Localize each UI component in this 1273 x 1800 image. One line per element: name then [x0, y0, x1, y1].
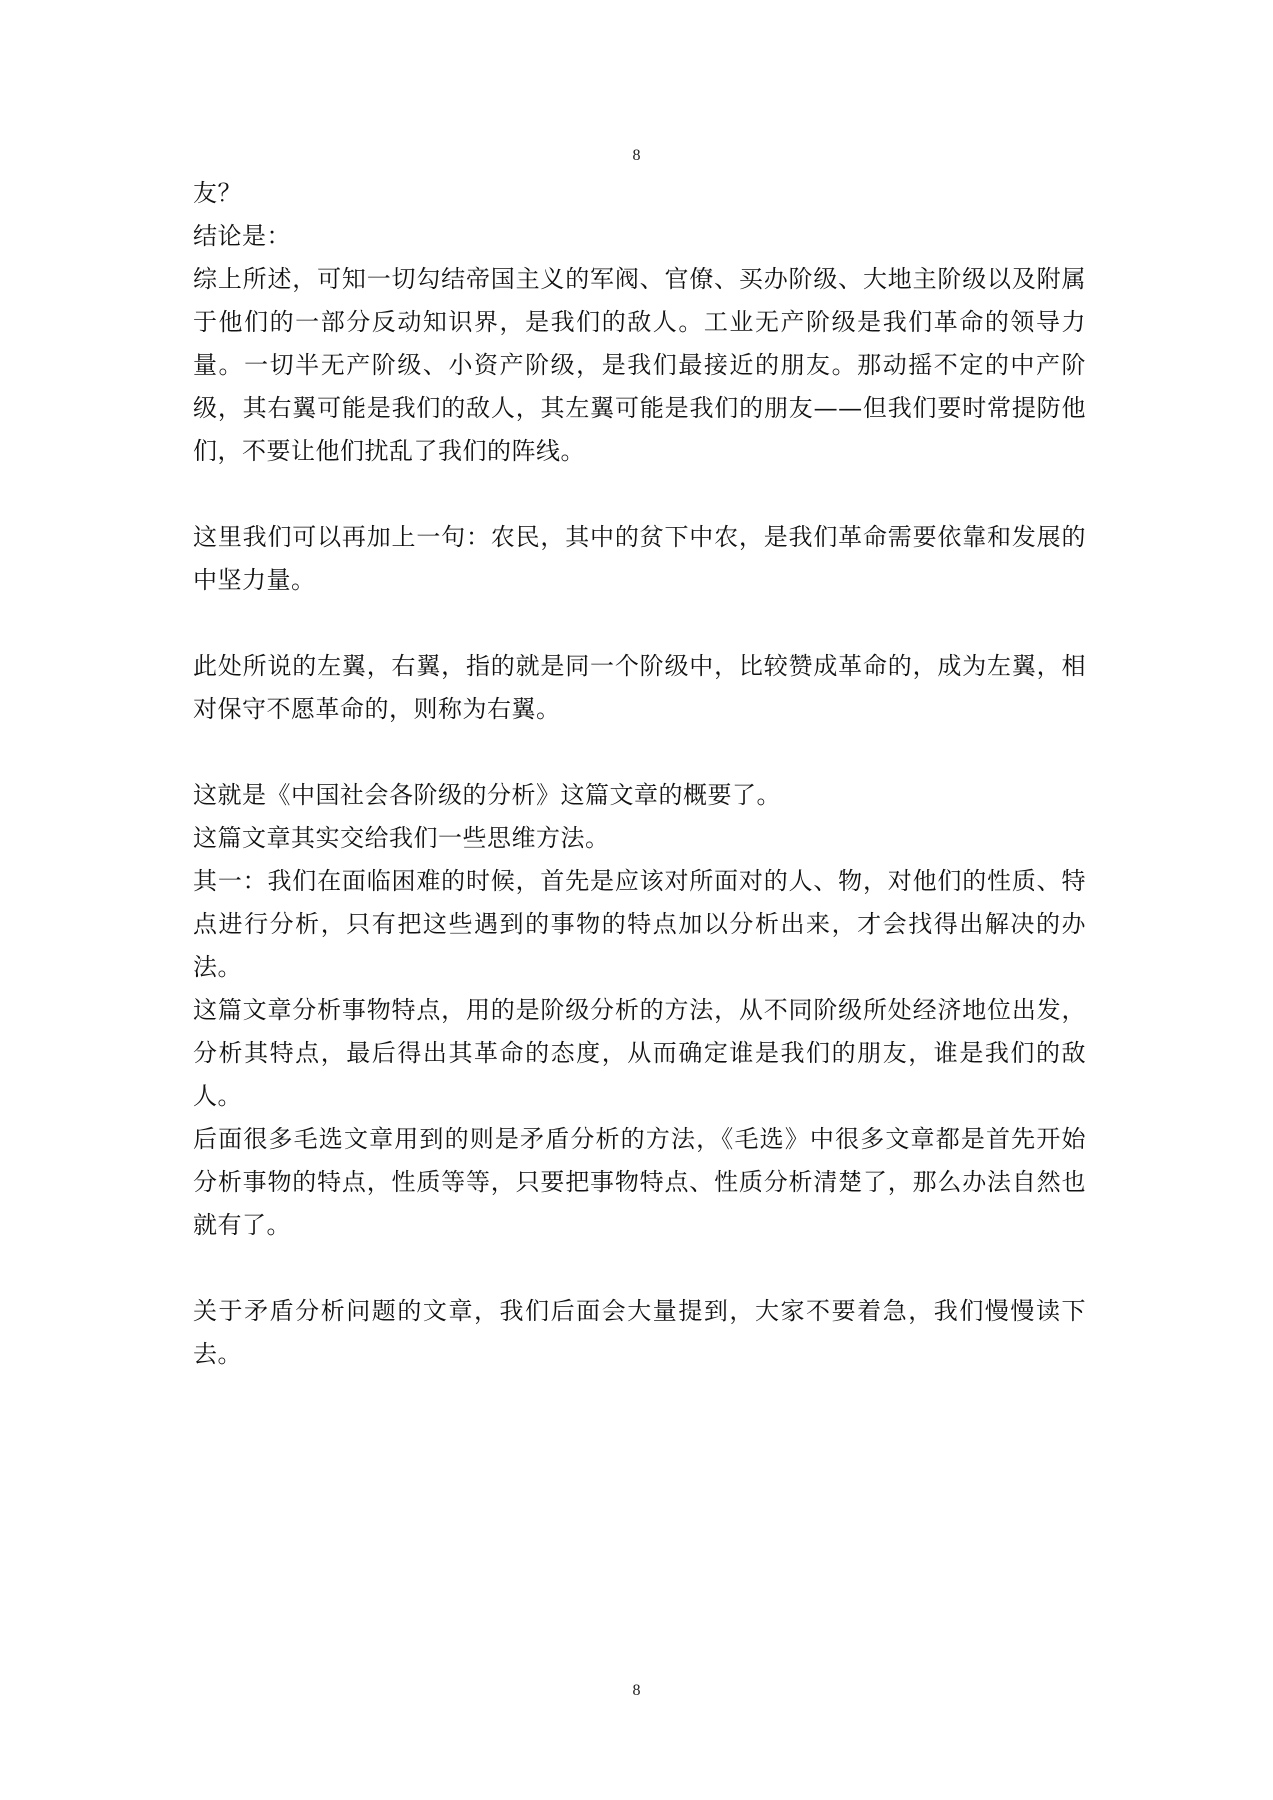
paragraph: 这就是《中国社会各阶级的分析》这篇文章的概要了。 [193, 781, 781, 809]
paragraph: 此处所说的左翼，右翼，指的就是同一个阶级中，比较赞成革命的，成为左翼，相对保守不愿革命的，则称为右翼。 [193, 652, 1086, 723]
page-number-bottom: 8 [632, 1682, 641, 1699]
paragraph: 关于矛盾分析问题的文章，我们后面会大量提到，大家不要着急，我们慢慢读下去。 [193, 1297, 1086, 1368]
paragraph: 综上所述，可知一切勾结帝国主义的军阀、官僚、买办阶级、大地主阶级以及附属于他们的一部分反动知识界，是我们的敌人。工业无产阶级是我们革命的领导力量。一切半无产阶级、小资产阶级，是我们最接近的朋友。那动摇不定的中产阶级，其右翼可能是我们的敌人，其左翼可能是我们的朋友——但我们要时常提防他们，不要让他们扰乱了我们的阵线。 [193, 265, 1086, 465]
document-body [193, 172, 1086, 1376]
paragraph: 其一：我们在面临困难的时候，首先是应该对所面对的人、物，对他们的性质、特点进行分析，只有把这些遇到的事物的特点加以分析出来，才会找得出解决的办法。 [193, 867, 1086, 981]
paragraph: 结论是： [193, 222, 291, 250]
paragraph: 这里我们可以再加上一句：农民，其中的贫下中农，是我们革命需要依靠和发展的中坚力量。 [193, 523, 1086, 594]
blank-line [193, 473, 1086, 516]
blank-line [193, 602, 1086, 645]
paragraph: 这篇文章分析事物特点，用的是阶级分析的方法，从不同阶级所处经济地位出发，分析其特点，最后得出其革命的态度，从而确定谁是我们的朋友，谁是我们的敌人。 [193, 996, 1086, 1110]
blank-line [193, 731, 1086, 774]
paragraph: 这篇文章其实交给我们一些思维方法。 [193, 824, 610, 852]
page-number-top: 8 [632, 147, 641, 164]
blank-line [193, 1247, 1086, 1290]
paragraph: 友？ [193, 179, 242, 207]
paragraph: 后面很多毛选文章用到的则是矛盾分析的方法，《毛选》中很多文章都是首先开始分析事物的特点，性质等等，只要把事物特点、性质分析清楚了，那么办法自然也就有了。 [193, 1125, 1086, 1239]
